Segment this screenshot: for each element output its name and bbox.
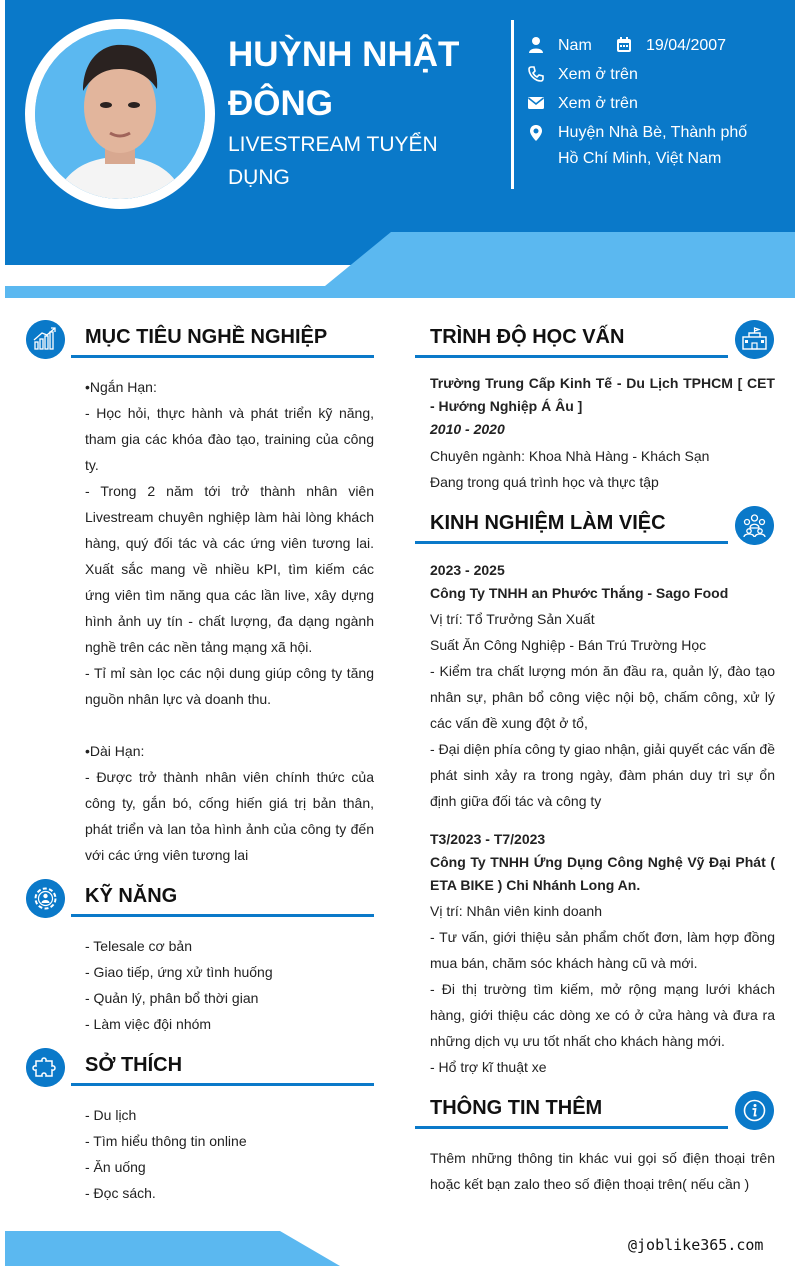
header-accent-band bbox=[5, 232, 795, 298]
job-line: - Đi thị trường tìm kiếm, mở rộng mạng lưới khách hàng, giới thiệu các dòng xe có ở cửa hàng và đưa ra những dịch vụ ưu tốt nhất cho khách hàng mới. bbox=[430, 981, 775, 1049]
objective-paragraph: - Trong 2 năm tới trở thành nhân viên Livestream chuyên nghiệp làm hài lòng khách hàng, quý đối tác và các ứng viên tương lai. Xuất sắc mang về nhiều kPI, tìm kiếm các ứng viên tìm năng qua các lần live, xây dựng hình ảnh uy tín - chất lượng, đa dạng ngành nghề trên các nền tảng mạng xã hội. bbox=[85, 483, 374, 655]
birthday-value: 19/04/2007 bbox=[646, 37, 727, 54]
extra-title: THÔNG TIN THÊM bbox=[430, 1097, 603, 1119]
skill-item: - Telesale cơ bản bbox=[85, 938, 192, 954]
hobbies-list bbox=[85, 1102, 374, 1206]
footer-accent-band bbox=[5, 1231, 345, 1266]
school-building-icon bbox=[735, 320, 774, 359]
job-line: - Kiểm tra chất lượng món ăn đầu ra, quản lý, đào tạo nhân sự, phân bổ công việc nội bộ, chấm công, xử lý các vấn đề xung đột ở tổ, bbox=[430, 663, 775, 731]
school-name: Trường Trung Cấp Kinh Tế - Du Lịch TPHCM [ CET - Hướng Nghiệp Á Âu ] bbox=[430, 375, 775, 414]
education-details bbox=[430, 372, 775, 441]
skill-item: - Làm việc đội nhóm bbox=[85, 1016, 212, 1032]
skills-underline bbox=[71, 914, 374, 917]
education-period: 2010 - 2020 bbox=[430, 421, 505, 437]
footer-website: @joblike365.com bbox=[628, 1236, 764, 1254]
job-line: - Hổ trợ kĩ thuật xe bbox=[430, 1059, 547, 1075]
objective-paragraph: •Dài Hạn: bbox=[85, 743, 145, 759]
extra-underline bbox=[415, 1126, 728, 1129]
objective-underline bbox=[71, 355, 374, 358]
candidate-name: HUỲNH NHẬT ĐÔNG bbox=[228, 35, 460, 123]
skill-item: - Giao tiếp, ứng xử tình huống bbox=[85, 964, 273, 980]
hobbies-title: SỞ THÍCH bbox=[85, 1054, 183, 1076]
objective-title: MỤC TIÊU NGHỀ NGHIỆP bbox=[85, 326, 328, 348]
objective-paragraph: - Được trở thành nhân viên chính thức của công ty, gắn bó, cống hiến giá trị bản thân, phát triển và lan tỏa hình ảnh của công ty đến với các ứng viên tương lai bbox=[85, 769, 374, 863]
team-icon bbox=[735, 506, 774, 545]
chart-growth-icon bbox=[26, 320, 65, 359]
job-period: T3/2023 - T7/2023 bbox=[430, 831, 546, 847]
education-underline bbox=[415, 355, 728, 358]
education-note: Đang trong quá trình học và thực tập bbox=[430, 474, 659, 490]
puzzle-icon bbox=[26, 1048, 65, 1087]
job-line: - Đại diện phía công ty giao nhận, giải quyết các vấn đề phát sinh xảy ra trong ngày, đàm phán duy trì sự ổn định giữa đối tác và công ty bbox=[430, 741, 775, 809]
skills-list bbox=[85, 933, 374, 1037]
hobby-item: - Tìm hiểu thông tin online bbox=[85, 1133, 247, 1149]
objective-paragraph bbox=[85, 712, 374, 738]
extra-text: Thêm những thông tin khác vui gọi số điện thoại trên hoặc kết bạn zalo theo số điện thoại trên( nếu cần ) bbox=[430, 1150, 775, 1192]
phone-value: Xem ở trên bbox=[558, 66, 638, 83]
job-line: Vị trí: Tổ Trưởng Sản Xuất bbox=[430, 611, 595, 627]
calendar-icon bbox=[615, 36, 633, 54]
info-icon bbox=[735, 1091, 774, 1130]
job-company: Công Ty TNHH Ứng Dụng Công Nghệ Vỹ Đại Phát ( ETA BIKE ) Chi Nhánh Long An. bbox=[430, 854, 775, 893]
job-line: Vị trí: Nhân viên kinh doanh bbox=[430, 903, 602, 919]
education-major: Chuyên ngành: Khoa Nhà Hàng - Khách Sạn bbox=[430, 448, 710, 464]
objective-paragraph: - Học hỏi, thực hành và phát triển kỹ năng, tham gia các khóa đào tạo, training của công ty. bbox=[85, 405, 374, 473]
job-line: Suất Ăn Công Nghiệp - Bán Trú Trường Học bbox=[430, 637, 707, 653]
job-details bbox=[430, 606, 775, 814]
education-more bbox=[430, 443, 775, 495]
job-line: - Tư vấn, giới thiệu sản phẩm chốt đơn, làm hợp đồng mua bán, chăm sóc khách hàng cũ và mới. bbox=[430, 929, 775, 971]
objective-paragraph: •Ngắn Hạn: bbox=[85, 379, 157, 395]
experience-title: KINH NGHIỆM LÀM VIỆC bbox=[430, 512, 666, 534]
skills-title: KỸ NĂNG bbox=[85, 885, 178, 907]
avatar bbox=[35, 29, 205, 199]
job-details bbox=[430, 898, 775, 1080]
job-company: Công Ty TNHH an Phước Thắng - Sago Food bbox=[430, 585, 729, 601]
email-icon bbox=[527, 94, 545, 112]
gear-person-icon bbox=[26, 879, 65, 918]
objective-paragraph: - Tỉ mỉ sàn lọc các nội dung giúp công ty tăng nguồn nhân lực và doanh thu. bbox=[85, 665, 374, 707]
hobbies-underline bbox=[71, 1083, 374, 1086]
job-period: 2023 - 2025 bbox=[430, 562, 505, 578]
hobby-item: - Du lịch bbox=[85, 1107, 137, 1123]
location-pin-icon bbox=[527, 124, 545, 142]
hobby-item: - Ăn uống bbox=[85, 1159, 146, 1175]
job-header bbox=[430, 828, 775, 897]
address-value: Huyện Nhà Bè, Thành phố Hồ Chí Minh, Việt Nam bbox=[558, 124, 748, 167]
phone-icon bbox=[527, 65, 545, 83]
experience-underline bbox=[415, 541, 728, 544]
education-title: TRÌNH ĐỘ HỌC VẤN bbox=[430, 326, 625, 348]
candidate-role: LIVESTREAM TUYỂN DỤNG bbox=[228, 133, 438, 189]
job-header bbox=[430, 559, 775, 605]
objective-text bbox=[85, 374, 374, 868]
gender-value: Nam bbox=[558, 37, 592, 54]
cv-page bbox=[5, 0, 795, 1266]
header-divider bbox=[511, 20, 514, 189]
email-value: Xem ở trên bbox=[558, 95, 638, 112]
skill-item: - Quản lý, phân bổ thời gian bbox=[85, 990, 259, 1006]
person-icon bbox=[527, 36, 545, 54]
hobby-item: - Đọc sách. bbox=[85, 1185, 156, 1201]
